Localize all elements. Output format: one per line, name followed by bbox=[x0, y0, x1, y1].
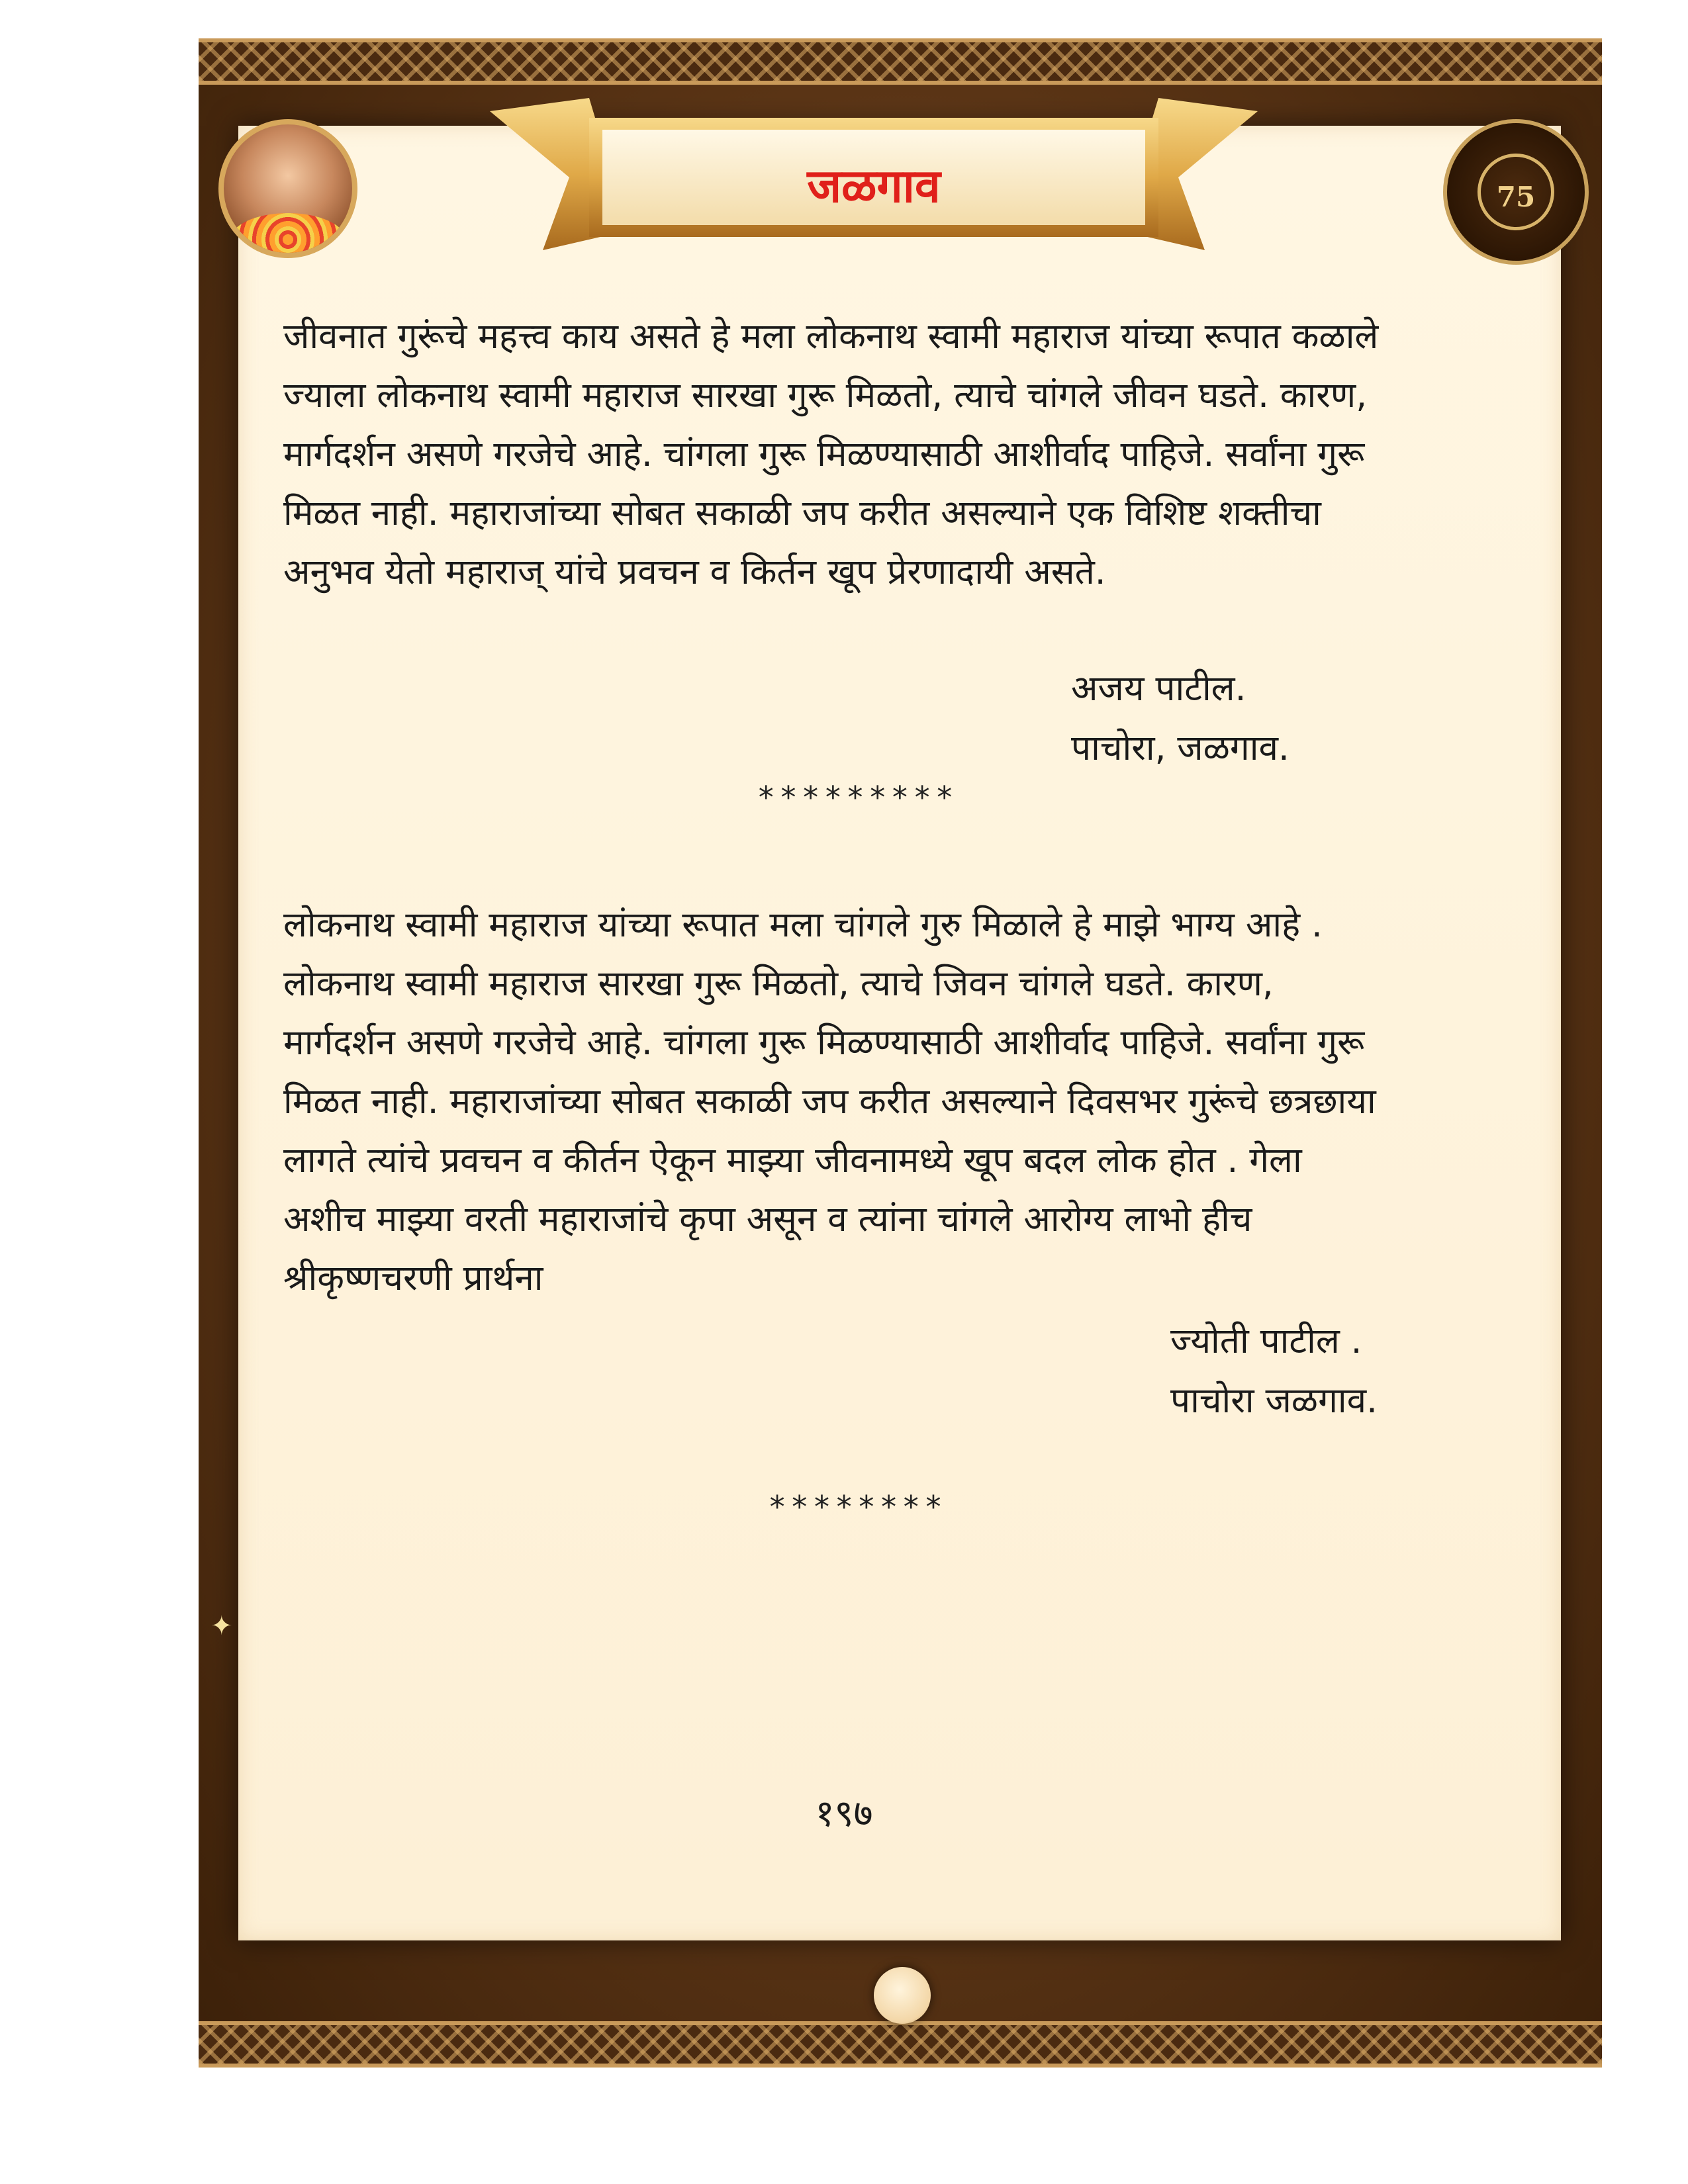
entry-2-signature bbox=[1170, 1312, 1378, 1431]
top-ornament-band bbox=[199, 38, 1602, 85]
signature-place: पाचोरा जळगाव. bbox=[1170, 1381, 1378, 1421]
garland-decoration bbox=[230, 213, 346, 258]
signature-name: ज्योती पाटील . bbox=[1170, 1321, 1362, 1361]
frame-knob-ornament bbox=[874, 1967, 931, 2024]
entry-1-signature bbox=[1071, 659, 1289, 778]
bottom-ornament-band bbox=[199, 2021, 1602, 2068]
entry-1-line: अनुभव येतो महाराज् यांचे प्रवचन व किर्तन खूप प्रेरणादायी असते. bbox=[283, 552, 1106, 592]
entry-2-line: लोकनाथ स्वामी महाराज यांच्या रूपात मला चांगले गुरु मिळाले हे माझे भाग्य आहे . bbox=[283, 905, 1323, 945]
page-number: १९७ bbox=[815, 1792, 873, 1835]
entry-1-line: जीवनात गुरूंचे महत्त्व काय असते हे मला लोकनाथ स्वामी महाराज यांच्या रूपात कळाले bbox=[283, 316, 1379, 357]
page-title: जळगाव bbox=[807, 159, 941, 213]
entry-2-line: श्रीकृष्णचरणी प्रार्थना bbox=[283, 1258, 543, 1298]
entry-2-line: लागते त्यांचे प्रवचन व कीर्तन ऐकून माझ्या जीवनामध्ये खूप बदल लोक होत . गेला bbox=[283, 1140, 1302, 1181]
entry-2-line: लोकनाथ स्वामी महाराज सारखा गुरू मिळतो, त्याचे जिवन चांगले घडते. कारण, bbox=[283, 964, 1274, 1004]
entry-2-line: मार्गदर्शन असणे गरजेचे आहे. चांगला गुरू मिळण्यासाठी आशीर्वाद पाहिजे. सर्वांना गुरू bbox=[283, 1023, 1365, 1063]
signature-name: अजय पाटील. bbox=[1071, 668, 1246, 709]
entry-2-text bbox=[283, 895, 1481, 1308]
signature-place: पाचोरा, जळगाव. bbox=[1071, 728, 1289, 768]
portrait-photo bbox=[218, 119, 357, 258]
title-ribbon bbox=[490, 98, 1258, 267]
sparkle-icon: ✦ bbox=[211, 1611, 233, 1641]
separator-stars: ******** bbox=[768, 1489, 947, 1525]
entry-1-line: मिळत नाही. महाराजांच्या सोबत सकाळी जप करीत असल्याने एक विशिष्ट शक्तीचा bbox=[283, 493, 1321, 533]
seal-number: 75 bbox=[1496, 181, 1536, 213]
entry-1-text bbox=[283, 307, 1481, 602]
entry-1-line: ज्याला लोकनाथ स्वामी महाराज सारखा गुरू मिळतो, त्याचे चांगले जीवन घडते. कारण, bbox=[283, 375, 1368, 416]
entry-2-line: अशीच माझ्या वरती महाराजांचे कृपा असून व त्यांना चांगले आरोग्य लाभो हीच bbox=[283, 1199, 1252, 1240]
seal-ring bbox=[1477, 154, 1554, 230]
entry-2-line: मिळत नाही. महाराजांच्या सोबत सकाळी जप करीत असल्याने दिवसभर गुरूंचे छत्रछाया bbox=[283, 1081, 1376, 1122]
entry-1-line: मार्गदर्शन असणे गरजेचे आहे. चांगला गुरू मिळण्यासाठी आशीर्वाद पाहिजे. सर्वांना गुरू bbox=[283, 434, 1365, 475]
vyasa-puja-seal bbox=[1443, 119, 1589, 265]
separator-stars: ********* bbox=[757, 780, 958, 815]
